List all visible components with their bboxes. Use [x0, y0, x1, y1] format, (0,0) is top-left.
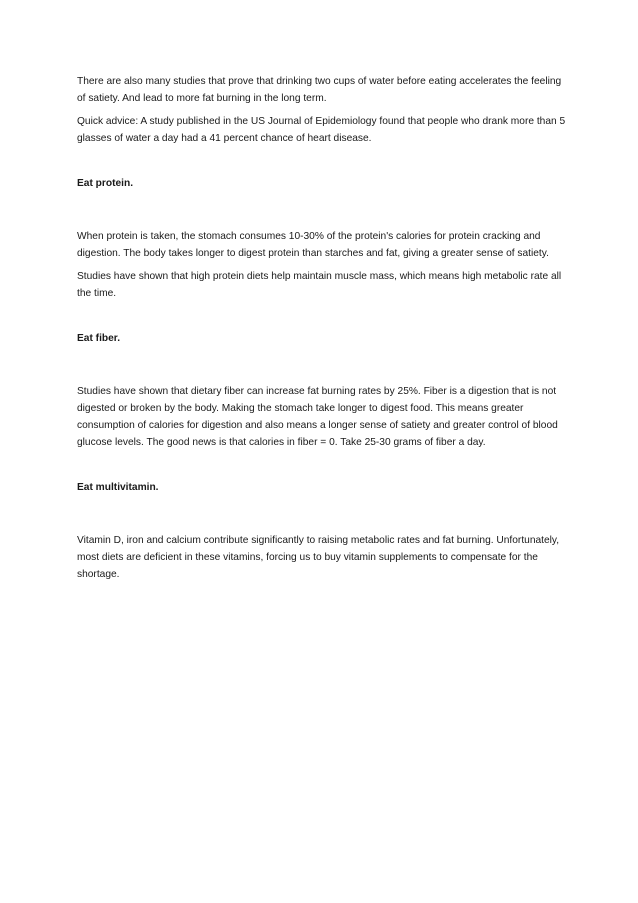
document-body [77, 73, 567, 589]
paragraph-water-satiety: There are also many studies that prove that drinking two cups of water before eating accelerates the feeling of satiety. And lead to more fat burning in the long term. [77, 76, 562, 104]
heading-eat-protein: Eat protein. [77, 178, 134, 189]
paragraph-protein-digestion: When protein is taken, the stomach consumes 10-30% of the protein's calories for protein cracking and digestion. The body takes longer to digest protein than starches and fat, giving a greater sense of satiety. [77, 231, 549, 259]
paragraph-fiber: Studies have shown that dietary fiber can increase fat burning rates by 25%. Fiber is a digestion that is not digested or broken by the body. Making the stomach take longer to digest food. This means greater consumption of calories for digestion and also means a longer sense of satiety and greater control of blood glucose levels. The good news is that calories in fiber = 0. Take 25-30 grams of fiber a day. [77, 386, 558, 448]
heading-eat-multivitamin: Eat multivitamin. [77, 482, 159, 493]
paragraph-vitamins: Vitamin D, iron and calcium contribute significantly to raising metabolic rates and fat burning. Unfortunately, most diets are deficient in these vitamins, forcing us to buy vitamin supplements to compensate for the shortage. [77, 535, 560, 580]
paragraph-protein-muscle: Studies have shown that high protein diets help maintain muscle mass, which means high metabolic rate all the time. [77, 271, 562, 299]
paragraph-quick-advice: Quick advice: A study published in the US Journal of Epidemiology found that people who drank more than 5 glasses of water a day had a 41 percent chance of heart disease. [77, 116, 566, 144]
heading-eat-fiber: Eat fiber. [77, 333, 121, 344]
